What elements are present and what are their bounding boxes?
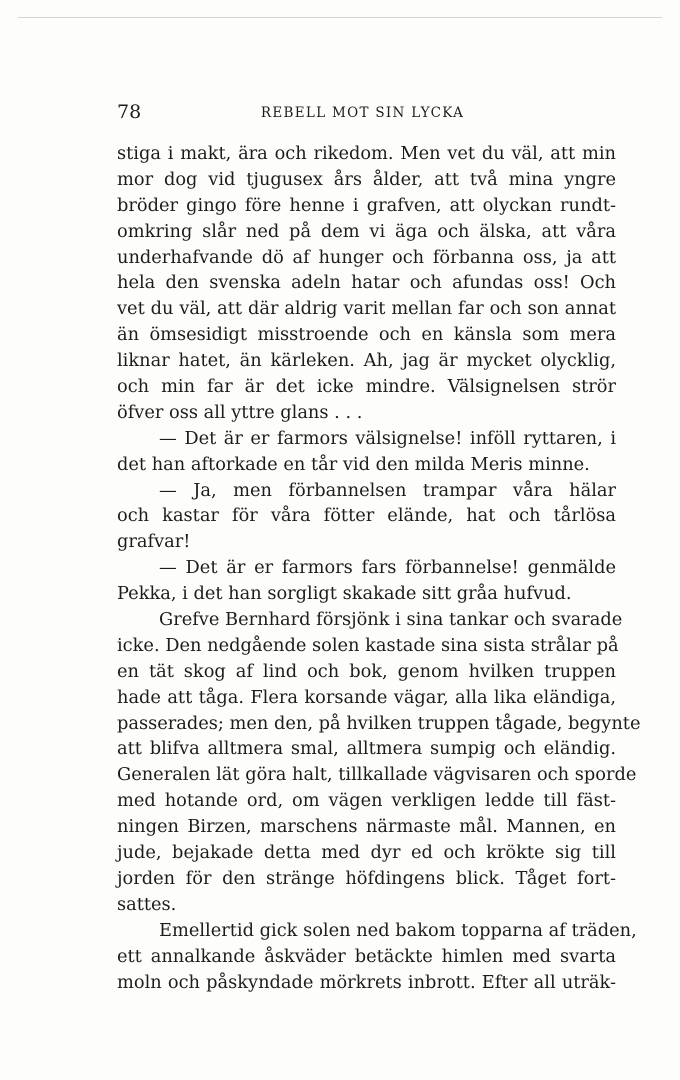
top-rule [18, 17, 662, 18]
text-line: Emellertid gick solen ned bakom topparna af träden, [159, 919, 637, 941]
text-line: Grefve Bernhard försjönk i sina tankar och svarade [159, 609, 623, 631]
text-line: — Ja, men förbannelsen trampar våra hälar [159, 479, 616, 501]
text-line: det han aftorkade en tår vid den milda Meris minne. [117, 453, 590, 475]
text-line: och min far är det icke mindre. Välsignelsen strör [117, 376, 616, 398]
text-line: passerades; men den, på hvilken truppen tågade, begynte [117, 712, 641, 734]
page-number: 78 [117, 101, 142, 123]
text-line: mor dog vid tjugusex års ålder, att två mina yngre [117, 168, 616, 190]
text-line: — Det är er farmors fars förbannelse! genmälde [159, 557, 616, 579]
text-line: icke. Den nedgående solen kastade sina sista strålar på [117, 634, 619, 656]
text-line: jorden för den stränge höfdingens blick. Tåget fort- [117, 867, 616, 889]
running-title: REBELL MOT SIN LYCKA [260, 105, 465, 121]
text-line: sattes. [117, 893, 177, 915]
text-line: ningen Birzen, marschens närmaste mål. Mannen, en [117, 816, 616, 838]
text-line: bröder gingo före henne i grafven, att olyckan rundt- [117, 194, 616, 216]
body-text [117, 141, 641, 995]
text-line: än ömsesidigt misstroende och en känsla som mera [117, 324, 616, 346]
text-line: ett annalkande åskväder betäckte himlen med svarta [117, 945, 616, 967]
text-line: hade att tåga. Flera korsande vägar, alla lika eländiga, [117, 686, 616, 708]
text-line: stiga i makt, ära och rikedom. Men vet du väl, att min [117, 143, 616, 164]
text-line: hela den svenska adeln hatar och afundas oss! Och [117, 272, 616, 294]
text-line: — Det är er farmors välsignelse! inföll ryttaren, i [159, 427, 616, 449]
text-line: öfver oss all yttre glans . . . [117, 401, 363, 423]
text-line: omkring slår ned på dem vi äga och älska, att våra [117, 220, 616, 242]
text-line: grafvar! [117, 531, 191, 553]
text-line: jude, bejakade detta med dyr ed och kröktе sig till [117, 842, 616, 864]
text-line: Generalen lät göra halt, tillkallade vägvisaren och sporde [117, 764, 637, 786]
text-line: underhafvande dö af hunger och förbanna oss, ja att [117, 246, 616, 268]
text-line: Pekka, i det han sorgligt skakade sitt gråa hufvud. [117, 583, 572, 605]
text-line: moln och påskyndade mörkrets inbrott. Efter all uträk- [117, 971, 616, 993]
text-line: en tät skog af lind och bok, genom hvilken truppen [117, 660, 616, 682]
text-line: att blifva alltmera smal, alltmera sumpig och eländig. [117, 738, 616, 760]
text-line: och kastar för våra fötter elände, hat och tårlösa [117, 505, 616, 527]
text-line: vet du väl, att där aldrig varit mellan far och son annat [117, 298, 616, 320]
text-line: med hotande ord, om vägen verkligen ledde till fäst- [117, 790, 616, 812]
text-line: liknar hatet, än kärleken. Ah, jag är mycket olycklig, [117, 350, 616, 372]
